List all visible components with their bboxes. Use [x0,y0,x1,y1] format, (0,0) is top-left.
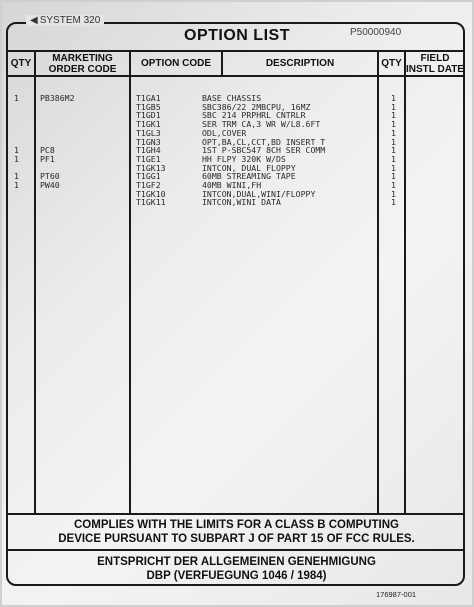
row-qty-2: 1 [391,180,396,190]
row-order-code: PB386M2 [40,93,75,103]
row-qty-2: 1 [391,101,396,112]
row-description: INTCON,DUAL,WINI/FLOPPY [202,188,316,199]
row-description: INTCON, DUAL FLOPPY [202,162,296,173]
row-qty: 1 [14,171,19,182]
table-bottom-rule [7,513,464,515]
german-approval-line-1: ENTSPRICHT DER ALLGEMEINEN GENEHMIGUNG [97,556,376,568]
row-option-code: T1GL3 [136,127,161,138]
row-option-code: T1GK13 [136,162,166,173]
row-description: HH FLPY 320K W/DS [202,153,286,164]
row-option-code: T1GB5 [136,101,161,112]
row-option-code: T1GK10 [136,188,166,199]
row-qty-2: 1 [391,136,396,147]
row-option-code: T1GF2 [136,180,161,190]
row-option-code: T1GN3 [136,136,161,147]
row-description: ODL,COVER [202,127,247,138]
row-qty-2: 1 [391,162,396,173]
row-description: OPT,BA,CL,CCT,BD INSERT T [202,136,326,147]
row-description: SBC 214 PRPHRL CNTRLR [202,110,306,121]
document-number: P50000940 [350,27,402,38]
row-qty-2: 1 [391,93,396,103]
part-number: 176987-001 [376,590,417,599]
row-qty-2: 1 [391,127,396,138]
col-header-marketing-order-code [36,52,129,75]
row-qty-2: 1 [391,153,396,164]
row-qty: 1 [14,93,19,103]
col-header-qty: QTY [10,58,32,69]
header-bottom-rule [7,75,464,77]
row-qty: 1 [14,180,19,190]
row-order-code: PC8 [40,145,55,156]
row-qty-2: 1 [391,188,396,199]
row-option-code: T1GA1 [136,93,161,103]
col-header-option-code: OPTION CODE [140,58,211,69]
col-divider-5 [404,50,406,514]
footer-divider-rule [7,549,464,551]
row-qty-2: 1 [391,197,396,208]
row-option-code: T1GK11 [136,197,166,208]
row-description: 1ST P-SBC547 8CH SER COMM [202,145,326,156]
row-order-code: PW40 [40,180,60,190]
row-qty-2: 1 [391,119,396,130]
col-header-qty-2: QTY [381,58,402,69]
row-option-code: T1GD1 [136,110,161,121]
row-description: INTCON,WINI DATA [202,197,281,208]
row-order-code: PF1 [40,153,55,164]
system-label [26,15,104,26]
row-description: SER TRM CA,3 WR W/L8.6FT [202,119,321,130]
row-order-code: PT60 [40,171,60,182]
col-header-instl-date-line: INSTL DATE [406,63,464,75]
row-description: 60MB STREAMING TAPE [202,171,296,182]
col-divider-2 [129,50,131,514]
row-description: SBC386/22 2MBCPU, 16MZ [202,101,311,112]
col-header-marketing-line: MARKETING [52,52,113,64]
arrow-left-icon: ◀ [30,15,38,26]
row-option-code: T1GE1 [136,153,161,164]
row-qty-2: 1 [391,110,396,121]
row-qty: 1 [14,153,19,164]
col-header-field-line: FIELD [420,52,450,64]
col-header-description: DESCRIPTION [265,58,335,69]
col-header-field-instl-date [406,52,464,75]
row-qty-2: 1 [391,171,396,182]
col-divider-1 [34,50,36,514]
row-description: BASE CHASSIS [202,93,262,103]
german-approval-line-2: DBP (VERFUEGUNG 1046 / 1984) [146,570,327,582]
fcc-compliance-line-1: COMPLIES WITH THE LIMITS FOR A CLASS B COMPUTING [74,519,399,531]
row-option-code: T1GH4 [136,145,161,156]
row-description: 40MB WINI,FH [202,180,262,190]
system-label-text: SYSTEM 320 [39,15,101,26]
row-option-code: T1GK1 [136,119,161,130]
col-divider-4 [377,50,379,514]
row-qty-2: 1 [391,145,396,156]
col-header-order-code-line: ORDER CODE [48,63,117,75]
page-title: OPTION LIST [184,27,290,44]
row-qty: 1 [14,145,19,156]
fcc-compliance-line-2: DEVICE PURSUANT TO SUBPART J OF PART 15 OF FCC RULES. [58,533,415,545]
row-option-code: T1GG1 [136,171,161,182]
